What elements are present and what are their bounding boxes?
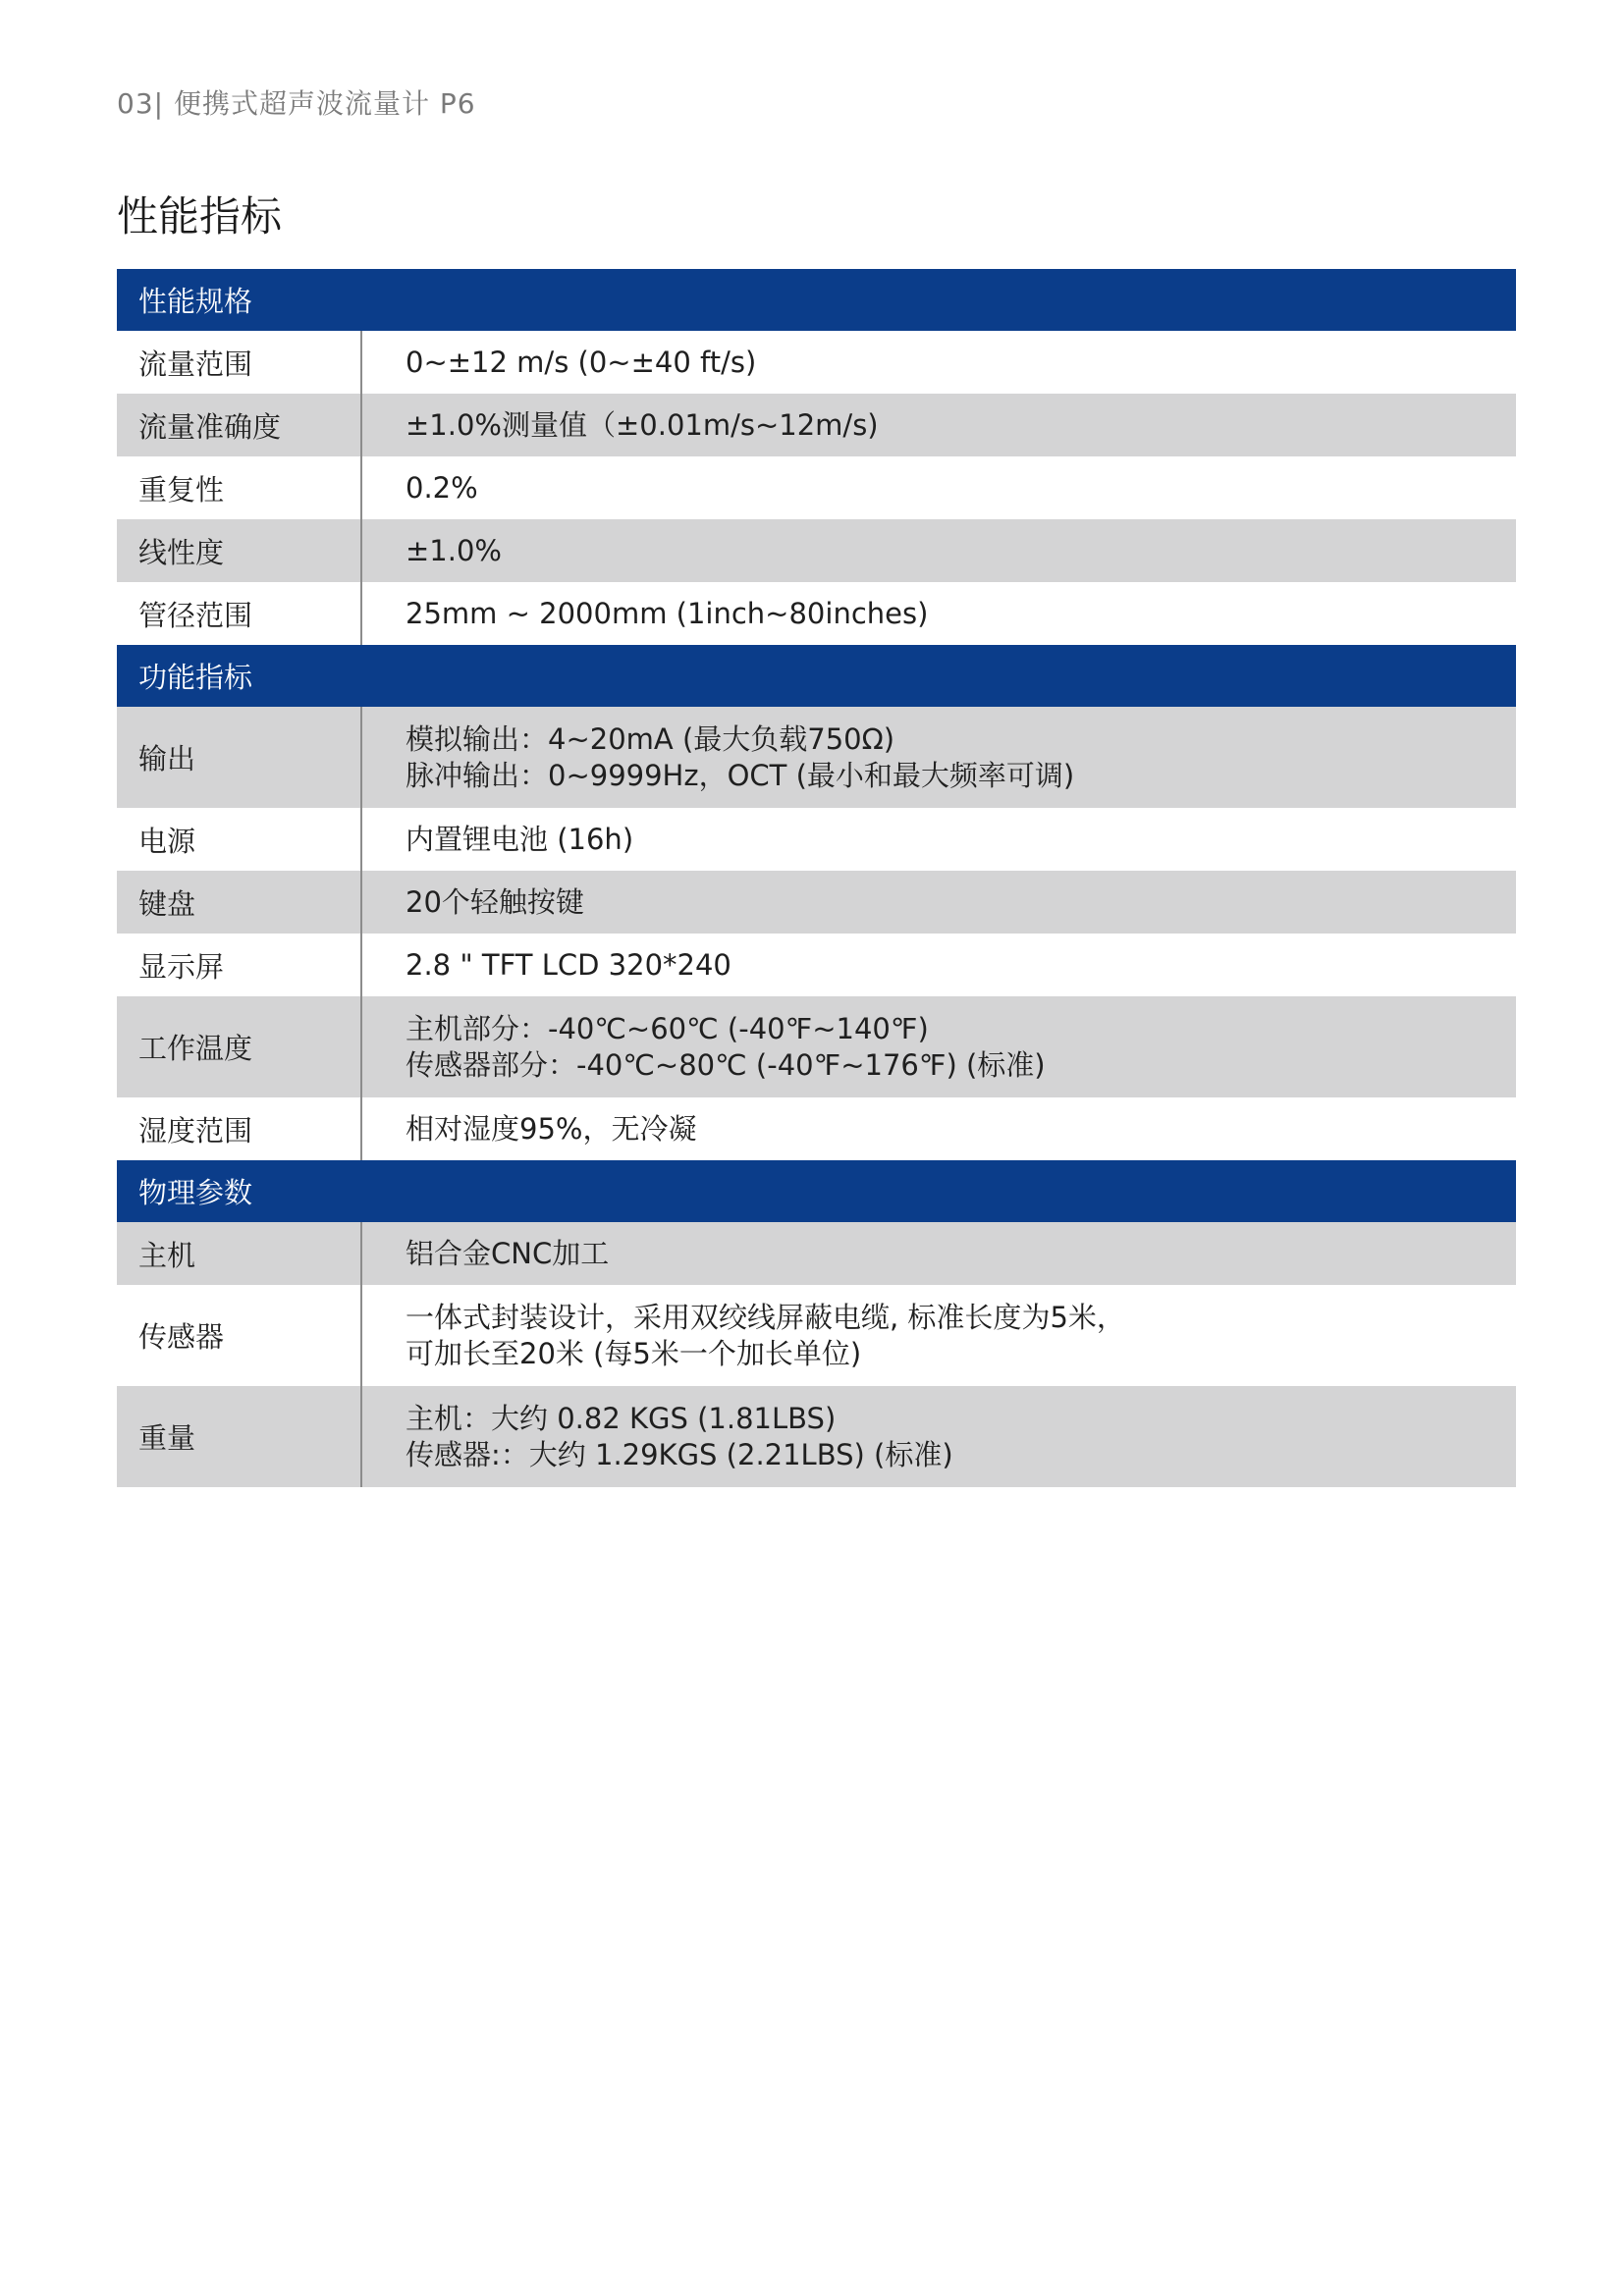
- section-header-physical: [117, 1160, 1516, 1222]
- row-label: 工作温度: [117, 996, 362, 1097]
- value-line: 模拟输出：4~20mA (最大负载750Ω): [406, 721, 895, 756]
- spec-table: [117, 269, 1516, 1487]
- value-line: 传感器:：大约 1.29KGS (2.21LBS) (标准): [406, 1437, 953, 1471]
- value-line: 脉冲输出：0~9999Hz，OCT (最小和最大频率可调): [406, 758, 1075, 792]
- value-line: 主机部分：-40℃~60℃ (-40℉~140℉): [406, 1011, 929, 1045]
- table-row: [117, 1097, 1516, 1160]
- row-value: [362, 1386, 1516, 1487]
- section-header-performance: [117, 269, 1516, 331]
- section-title: 性能规格: [138, 285, 253, 318]
- row-label: 湿度范围: [117, 1097, 362, 1160]
- value-line: 传感器部分：-40℃~80℃ (-40℉~176℉) (标准): [406, 1047, 1046, 1082]
- row-value: 相对湿度95%，无冷凝: [406, 1111, 697, 1146]
- row-label: 键盘: [117, 871, 362, 934]
- row-value: 20个轻触按键: [406, 884, 584, 919]
- row-label: 传感器: [117, 1285, 362, 1386]
- table-row: [117, 996, 1516, 1097]
- section-title: 功能指标: [138, 661, 253, 694]
- table-row: [117, 1285, 1516, 1386]
- table-row: [117, 394, 1516, 456]
- row-label: 管径范围: [117, 582, 362, 645]
- table-row: [117, 582, 1516, 645]
- row-label: 主机: [117, 1222, 362, 1285]
- table-row: [117, 1222, 1516, 1285]
- row-value: [362, 707, 1516, 808]
- page-header: 03| 便携式超声波流量计 P6: [117, 87, 476, 120]
- section-title: 物理参数: [138, 1176, 253, 1209]
- section-header-function: [117, 645, 1516, 707]
- row-value: [362, 1285, 1516, 1386]
- row-value: 铝合金CNC加工: [406, 1236, 610, 1270]
- row-value: ±1.0%: [406, 533, 502, 567]
- row-label: 显示屏: [117, 934, 362, 996]
- table-row: [117, 871, 1516, 934]
- page-title: 性能指标: [117, 192, 283, 240]
- row-label: 电源: [117, 808, 362, 871]
- row-label: 线性度: [117, 519, 362, 582]
- row-label: 输出: [117, 707, 362, 808]
- table-row: [117, 808, 1516, 871]
- table-row: [117, 519, 1516, 582]
- row-label: 流量范围: [117, 331, 362, 394]
- row-value: ±1.0%测量值（±0.01m/s~12m/s): [406, 407, 879, 442]
- table-row: [117, 456, 1516, 519]
- value-line: 一体式封装设计，采用双绞线屏蔽电缆, 标准长度为5米，: [406, 1300, 1125, 1334]
- row-value: 内置锂电池 (16h): [406, 822, 634, 856]
- table-row: [117, 331, 1516, 394]
- table-row: [117, 934, 1516, 996]
- table-row: [117, 707, 1516, 808]
- row-value: 0.2%: [406, 470, 478, 505]
- table-row: [117, 1386, 1516, 1487]
- row-value: 2.8 " TFT LCD 320*240: [406, 947, 731, 982]
- value-line: 可加长至20米 (每5米一个加长单位): [406, 1336, 862, 1370]
- row-label: 重量: [117, 1386, 362, 1487]
- row-label: 流量准确度: [117, 394, 362, 456]
- row-value: 0~±12 m/s (0~±40 ft/s): [406, 345, 757, 379]
- row-label: 重复性: [117, 456, 362, 519]
- row-value: [362, 996, 1516, 1097]
- row-value: 25mm ~ 2000mm (1inch~80inches): [406, 596, 929, 630]
- value-line: 主机：大约 0.82 KGS (1.81LBS): [406, 1401, 837, 1435]
